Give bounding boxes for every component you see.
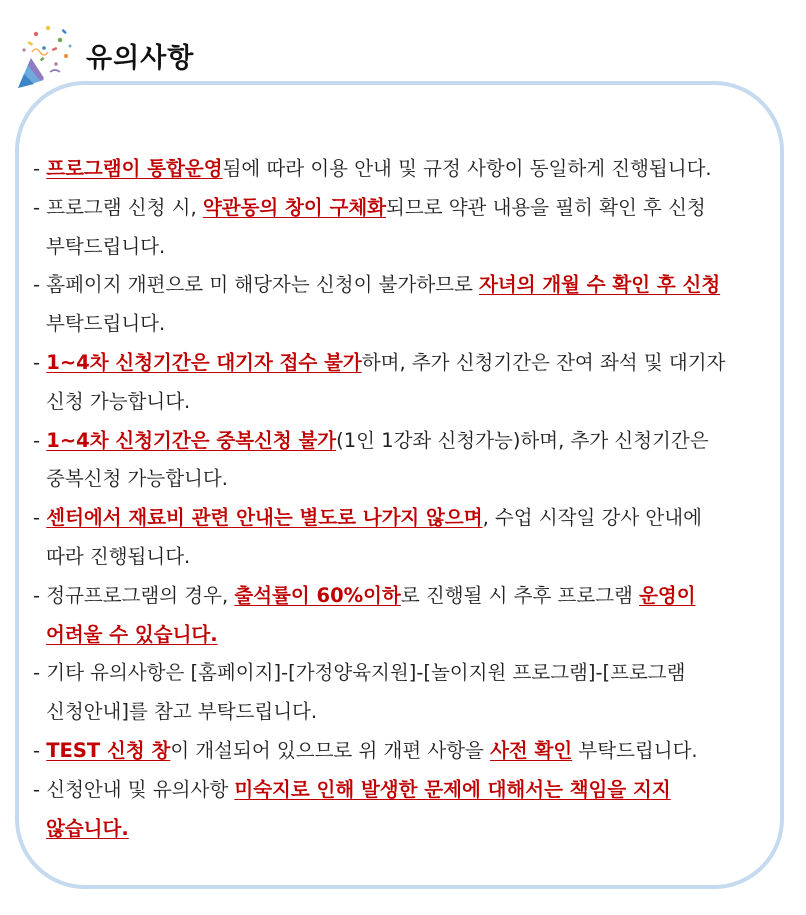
highlighted-text: 미숙지로 인해 발생한 문제에 대해서는 책임을 지지 (234, 777, 671, 801)
note-line (33, 654, 793, 693)
note-text: 로 진행될 시 추후 프로그램 (400, 583, 640, 607)
highlighted-text: 1~4차 신청기간은 대기자 접수 불가 (46, 350, 362, 374)
note-item (33, 499, 793, 577)
note-text: 부탁드립니다. (46, 234, 166, 258)
highlighted-text: 운영이 (639, 583, 696, 607)
note-line (33, 150, 793, 189)
note-text: 신청안내]를 참고 부탁드립니다. (46, 700, 318, 724)
note-item (33, 771, 793, 849)
note-text: - (33, 428, 47, 452)
note-text: - (33, 506, 47, 530)
note-text: 됨에 따라 이용 안내 및 규정 사항이 동일하게 진행됩니다. (222, 157, 712, 180)
note-text: 이 개설되어 있으므로 위 개편 사항을 (170, 738, 491, 762)
party-popper-icon (14, 20, 78, 92)
highlighted-text: 사전 확인 (490, 738, 573, 762)
note-line (33, 305, 793, 344)
note-text: 되므로 약관 내용을 필히 확인 후 신청 (386, 195, 706, 219)
note-item (33, 732, 793, 771)
note-line (33, 189, 793, 228)
highlighted-text: 프로그램이 통합운영 (46, 157, 223, 180)
note-item (33, 654, 793, 732)
note-text: 부탁드립니다. (572, 738, 698, 762)
note-text: 신청 가능합니다. (46, 389, 191, 413)
note-text: 중복신청 가능합니다. (46, 467, 228, 491)
note-item (33, 189, 793, 267)
note-line (33, 422, 793, 461)
notes-list (33, 150, 793, 848)
highlighted-text: 자녀의 개월 수 확인 후 신청 (479, 273, 721, 297)
note-text: - (33, 157, 47, 180)
note-text: (1인 1강좌 신청가능)하며, 추가 신청기간은 (336, 428, 709, 452)
note-text: 따라 진행됩니다. (46, 544, 191, 568)
note-text: 하며, 추가 신청기간은 잔여 좌석 및 대기자 (361, 350, 726, 374)
highlighted-text: 센터에서 재료비 관련 안내는 별도로 나가지 않으며 (46, 506, 483, 530)
note-text: - (33, 350, 47, 374)
highlighted-text: 어려울 수 있습니다. (46, 622, 218, 646)
note-line (33, 344, 793, 383)
note-text: - 프로그램 신청 시, (33, 195, 203, 219)
highlighted-text: TEST 신청 창 (46, 738, 171, 762)
note-line (33, 771, 793, 810)
note-text: - 정규프로그램의 경우, (33, 583, 235, 607)
note-item (33, 266, 793, 344)
note-line (33, 538, 793, 577)
note-text: - 홈페이지 개편으로 미 해당자는 신청이 불가하므로 (33, 273, 480, 297)
note-line (33, 577, 793, 616)
note-line (33, 732, 793, 771)
page-title: 유의사항 (86, 43, 195, 74)
note-line (33, 228, 793, 267)
note-line (33, 383, 793, 422)
note-item (33, 344, 793, 422)
note-line (33, 266, 793, 305)
highlighted-text: 약관동의 창이 구체화 (202, 195, 387, 219)
note-line (33, 616, 793, 655)
note-line (33, 460, 793, 499)
note-line (33, 499, 793, 538)
note-text: , 수업 시작일 강사 안내에 (482, 506, 702, 530)
note-text: - (33, 738, 47, 762)
note-line (33, 810, 793, 849)
note-item (33, 577, 793, 655)
note-text: - 신청안내 및 유의사항 (33, 777, 235, 801)
note-item (33, 150, 793, 189)
note-text: - 기타 유의사항은 [홈페이지]-[가정양육지원]-[놀이지원 프로그램]-[프로그램 (33, 661, 686, 685)
note-line (33, 693, 793, 732)
highlighted-text: 않습니다. (46, 816, 129, 840)
highlighted-text: 출석률이 60%이하 (234, 583, 401, 607)
highlighted-text: 1~4차 신청기간은 중복신청 불가 (46, 428, 337, 452)
note-item (33, 422, 793, 500)
note-text: 부탁드립니다. (46, 312, 166, 336)
